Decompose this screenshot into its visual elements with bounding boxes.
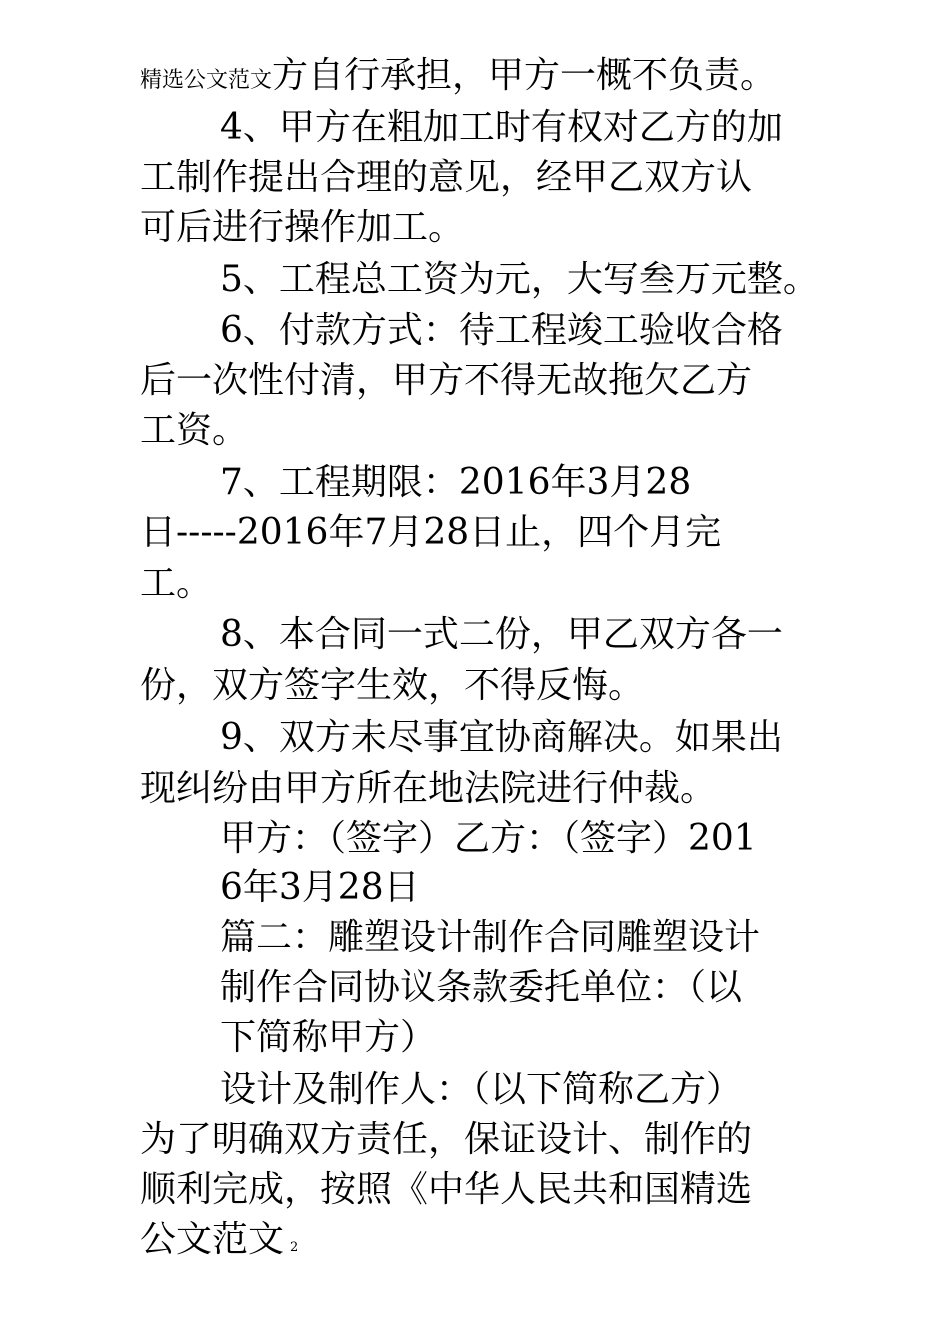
text-line-14: 9、双方未尽事宜协商解决。如果出 <box>220 717 783 758</box>
text-line-15: 现纠纷由甲方所在地法院进行仲裁。 <box>140 768 717 809</box>
text-line-6: 6、付款方式：待工程竣工验收合格 <box>220 310 783 351</box>
text-line-7: 后一次性付清，甲方不得无故拖欠乙方 <box>140 360 753 401</box>
text-line-24 <box>140 1219 299 1260</box>
text-line-1 <box>140 55 777 96</box>
text-line-23: 顺利完成，按照《中华人民共和国精选 <box>140 1169 753 1210</box>
text-line-3: 工制作提出合理的意见，经甲乙双方认 <box>140 157 753 198</box>
text-line-18: 篇二：雕塑设计制作合同雕塑设计 <box>220 917 761 958</box>
text-line-16: 甲方：（签字）乙方：（签字）201 <box>220 818 757 859</box>
text-line-11: 工。 <box>140 563 213 604</box>
text-line-20: 下简称甲方） <box>220 1017 437 1058</box>
text-line-4: 可后进行操作加工。 <box>140 207 465 248</box>
text-line-12: 8、本合同一式二份，甲乙双方各一 <box>220 614 783 655</box>
text-line-22: 为了明确双方责任，保证设计、制作的 <box>140 1119 753 1160</box>
page-number: 2 <box>290 1240 299 1255</box>
text-line-8: 工资。 <box>140 410 249 451</box>
footer-text: 公文范文 <box>140 1219 285 1260</box>
header-label: 精选公文范文 <box>140 68 273 93</box>
text-line-21: 设计及制作人：（以下简称乙方） <box>220 1069 743 1110</box>
text-line-9: 7、工程期限：2016年3月28 <box>220 462 692 503</box>
line-text: 方自行承担，甲方一概不负责。 <box>272 55 777 96</box>
text-line-10: 日-----2016年7月28日止，四个月完 <box>140 512 722 553</box>
text-line-13: 份，双方签字生效，不得反悔。 <box>140 665 645 706</box>
text-line-5: 5、工程总工资为元，大写叁万元整。 <box>220 259 819 300</box>
text-line-17: 6年3月28日 <box>220 867 420 908</box>
text-line-2: 4、甲方在粗加工时有权对乙方的加 <box>220 107 783 148</box>
text-line-19: 制作合同协议条款委托单位：（以 <box>220 967 743 1008</box>
